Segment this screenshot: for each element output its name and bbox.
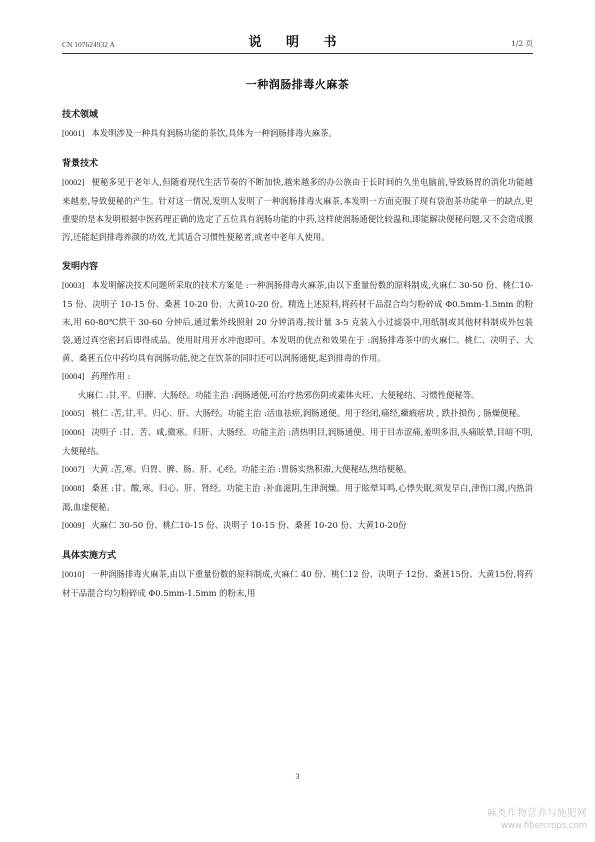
paragraph-text: 大黄 :苦,寒。归胃、脾、肠、肝、心经。功能主治 :胃肠实热积滞,大便秘结,热结便秘。 <box>91 464 412 474</box>
paragraph-0006 <box>62 423 533 460</box>
paragraph-0009 <box>62 516 533 535</box>
section-heading-summary: 发明内容 <box>62 262 99 272</box>
paragraph-number: [0008] <box>62 484 85 493</box>
paragraph-number: [0009] <box>62 521 85 530</box>
paragraph-0007 <box>62 460 533 479</box>
paragraph-number: [0007] <box>62 465 85 474</box>
paragraph-0001 <box>62 124 533 143</box>
paragraph-number: [0005] <box>62 409 85 418</box>
paragraph-0005 <box>62 404 533 423</box>
paragraph-0004-continuation: 火麻仁 :甘,平。归脾、大肠经。功能主治 :润肠通便,可治疗热邪伤阴或素体火旺、大便秘结、习惯性便秘等。 <box>77 390 480 400</box>
paragraph-number: [0002] <box>62 178 85 187</box>
paragraph-text: 一种润肠排毒火麻茶,由以下重量份数的原料制成,火麻仁 40 份、桃仁12 份、决明子 12份、桑葚15份、大黄15份,将药材干品混合均匀粉碎成 Φ0.5mm-1.5mm 的粉末,用 <box>62 569 533 598</box>
section-heading-background: 背景技术 <box>62 159 99 169</box>
header-title: 说 明 书 <box>248 35 347 50</box>
publication-number: CN 107624932 A <box>62 40 115 49</box>
section-heading-embodiment: 具体实施方式 <box>62 551 117 561</box>
paragraph-0008 <box>62 479 533 516</box>
paragraph-number: [0010] <box>62 570 85 579</box>
page-header <box>62 31 533 54</box>
paragraph-number: [0004] <box>62 372 85 381</box>
page-number: 3 <box>295 772 300 781</box>
paragraph-0003 <box>62 276 533 367</box>
paragraph-text: 决明子 :甘、苦、咸,微寒。归肝、大肠经。功能主治 :清热明目,润肠通便。用于目赤涩痛,羞明多泪,头痛眩晕,目暗不明,大便秘结。 <box>62 427 533 456</box>
paragraph-0010 <box>62 565 533 602</box>
paragraph-number: [0003] <box>62 281 85 290</box>
watermark-url: www.fibercrops.com <box>501 821 587 831</box>
paragraph-text: 桑葚 :甘、酸,寒。归心、肝、肾经。功能主治 :补血滋阴,生津润燥。用于眩晕耳鸣,心悸失眠,须发早白,津伤口渴,内热消渴,血虚便秘。 <box>62 483 533 512</box>
paragraph-0004 <box>62 367 533 386</box>
paragraph-0002 <box>62 173 533 246</box>
page-of-indicator: 1/2 页 <box>511 39 533 48</box>
watermark-site-name: 麻类作物营养与施肥网 <box>486 808 587 819</box>
paragraph-text: 便秘多见于老年人,但随着现代生活节奏的不断加快,越来越多的办公族由于长时间的久坐电脑前,导致肠胃的消化功能越来越差,导致便秘的产生。针对这一情况,发明人发明了一种润肠排毒火麻茶,本发明一方面克服了现有袋泡茶功能单一的缺点,更重要的是本发明根据中医药理正确的选定了五位具有润肠功能的中药,这样使润肠通便比较温和,即能解决便秘问题,又不会造成腹泻,还能起到排毒养颜的功效,尤其适合习惯性便秘者,或者中老年人使用。 <box>62 177 533 242</box>
paragraph-text: 本发明涉及一种具有润肠功能的茶饮,具体为一种润肠排毒火麻茶。 <box>91 128 337 138</box>
paragraph-text: 药理作用 : <box>91 371 131 381</box>
watermark <box>487 808 587 832</box>
paragraph-text: 桃仁 :苦,甘,平。归心、肝、大肠经。功能主治 :活血祛瘀,润肠通便。用于经闭,痛经,癥瘕痞块 , 跌扑损伤 , 肠燥便秘。 <box>91 408 526 418</box>
document-body <box>62 96 533 602</box>
document-title: 一种润肠排毒火麻茶 <box>245 78 350 91</box>
section-heading-technical-field: 技术领域 <box>62 110 99 120</box>
paragraph-number: [0001] <box>62 129 85 138</box>
paragraph-text: 火麻仁 30-50 份、桃仁10-15 份、决明子 10-15 份、桑葚 10-20 份、大黄10-20份 <box>91 520 407 530</box>
paragraph-number: [0006] <box>62 428 85 437</box>
paragraph-text: 本发明解决技术问题所采取的技术方案是 :一种润肠排毒火麻茶,由以下重量份数的原料制成,火麻仁 30-50 份、桃仁10-15 份、决明子 10-15 份、桑葚 10-20 份、大黄10-20 份。精选上述原料,将药材干品混合均匀粉碎成 Φ0.5mm-1.5mm 的粉末,用 60-80℃烘干 30-60 分钟后,通过紫外线照射 20 分钟消毒,按计量 3-5 克装入小过滤袋中,用纸制或其他材料制成外包装袋,通过真空密封后即得成品。使用时用开水冲泡即可。本发明的优点和效果在于 :润肠排毒茶中的火麻仁、桃仁、决明子、大黄、桑葚五位中药均具有润肠功能,使之在饮茶的同时还可以润肠通便,起到排毒的作用。 <box>62 280 533 363</box>
